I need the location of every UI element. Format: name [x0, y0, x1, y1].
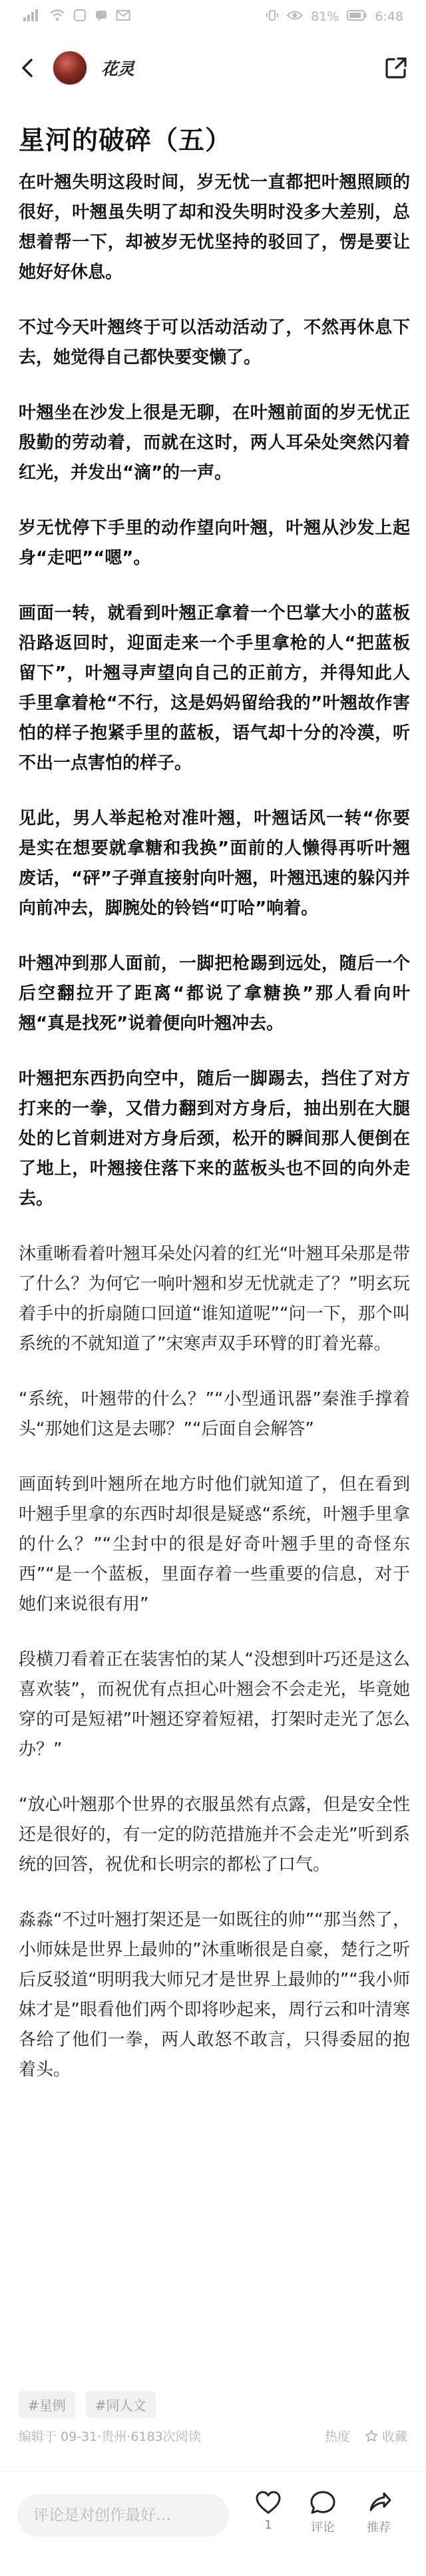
share-icon: [383, 55, 409, 81]
eye-icon: [287, 9, 303, 25]
back-button[interactable]: [15, 55, 41, 81]
paragraph: 淼淼“不过叶翘打架还是一如既往的帅”“那当然了，小师妹是世界上最帅的”沐重晰很是自豪，楚行之听后反驳道“明明我大师兄才是世界上最帅的”“我小师妹才是”眼看他们两个即将吵起来，周行云和叶清寒各给了他们一拳，两人敢怒不敢言，只得委屈的抱着头。: [19, 1910, 410, 2080]
star-icon: [365, 2429, 378, 2443]
mail-icon: [116, 9, 130, 25]
signal-icon: [23, 9, 41, 25]
paragraph: 沐重晰看着叶翘耳朵处闪着的红光“叶翘耳朵那是带了什么？为何它一响叶翘和岁无忧就走了？”明玄玩着手中的折扇随口回道“谁知道呢”“问一下，那个叫系统的不就知道了”宋寒声双手环臂的盯着光幕。: [19, 1244, 410, 1354]
comment-button[interactable]: [293, 2490, 353, 2535]
comment-input[interactable]: [17, 2494, 229, 2537]
clock: 6:48: [375, 9, 403, 24]
paragraph: 不过今天叶翘终于可以活动活动了，不然再休息下去，她觉得自己都快要变懒了。: [19, 318, 410, 368]
top-bar: [0, 41, 426, 95]
recommend-label: 推荐: [367, 2521, 391, 2535]
comment-label: 评论: [311, 2521, 335, 2535]
battery-icon: [347, 9, 367, 24]
status-bar: [0, 0, 426, 33]
bottom-bar: [0, 2471, 426, 2576]
edit-info: 编辑于 09-31·贵州·6183次阅读: [19, 2429, 201, 2444]
recommend-button[interactable]: [349, 2490, 409, 2535]
status-right: [266, 9, 403, 25]
like-count: 1: [264, 2518, 272, 2532]
share-button[interactable]: [381, 53, 411, 83]
paragraph: 叶翘冲到那人面前，一脚把枪踢到远处，随后一个后空翻拉开了距离“都说了拿糖换”那人看向叶翘“真是找死”说着便向叶翘冲去。: [19, 954, 410, 1034]
paragraph: 见此，男人举起枪对准叶翘，叶翘话风一转“你要是实在想要就拿糖和我换”面前的人懒得再听叶翘废话，“砰”子弹直接射向叶翘，叶翘迅速的躲闪并向前冲去，脚腕处的铃铛“叮哈”响着。: [19, 808, 410, 918]
heart-icon: [255, 2490, 282, 2515]
article-title: 星河的破碎（五）: [19, 126, 232, 156]
article-body: [19, 168, 410, 2110]
recommend-icon: [365, 2490, 392, 2515]
vibrate-icon: [266, 9, 279, 25]
app-icon: [73, 9, 87, 25]
message-icon: [95, 9, 108, 25]
battery-text: 81%: [311, 9, 339, 24]
post-meta: [19, 2427, 407, 2445]
hot-label: 热度: [324, 2429, 350, 2444]
like-button[interactable]: [238, 2490, 298, 2532]
tag-list: [19, 2391, 156, 2418]
author-avatar[interactable]: [52, 50, 88, 86]
paragraph: 段横刀看着正在装害怕的某人“没想到叶巧还是这么喜欢装”，而祝优有点担心叶翘会不会走光，毕竟她穿的可是短裙”叶翘还穿着短裙，打架时走光了怎么办？”: [19, 1650, 410, 1760]
comment-bubble-icon: [310, 2490, 336, 2515]
meta-actions: [325, 2427, 407, 2445]
paragraph: 岁无忧停下手里的动作望向叶翘，叶翘从沙发上起身“走吧”“嗯”。: [19, 518, 410, 568]
wifi-icon: [49, 9, 65, 25]
chevron-left-icon: [19, 58, 37, 78]
paragraph: 叶翘把东西扔向空中，随后一脚踢去，挡住了对方打来的一拳，又借力翻到对方身后，抽出别在大腿处的匕首刺进对方身后颈，松开的瞬间那人便倒在了地上，叶翘接住落下来的蓝板头也不回的向外走去。: [19, 1069, 410, 1209]
paragraph: 画面一转，就看到叶翘正拿着一个巴掌大小的蓝板沿路返回时，迎面走来一个手里拿枪的人“把蓝板留下”，叶翘寻声望向自己的正前方，并得知此人手里拿着枪“不行，这是妈妈留给我的”叶翘故作害怕的样子抱紧手里的蓝板，语气却十分的冷漠，听不出一点害怕的样子。: [19, 603, 410, 773]
tag[interactable]: #同人文: [86, 2391, 156, 2418]
paragraph: “放心叶翘那个世界的衣服虽然有点露，但是安全性还是很好的，有一定的防范措施并不会走光”听到系统的回答，祝优和长明宗的都松了口气。: [19, 1795, 410, 1875]
paragraph: 在叶翘失明这段时间，岁无忧一直都把叶翘照顾的很好，叶翘虽失明了却和没失明时没多大差别，总想着帮一下，却被岁无忧坚持的驳回了，愣是要让她好好休息。: [19, 172, 410, 282]
paragraph: 画面转到叶翘所在地方时他们就知道了，但在看到叶翘手里拿的东西时却很是疑惑“系统，叶翘手里拿的什么？”“尘封中的很是好奇叶翘手里的奇怪东西”“是一个蓝板，里面存着一些重要的信息，对于她们来说很有用”: [19, 1474, 410, 1614]
tag[interactable]: #星例: [19, 2391, 75, 2418]
collect-label: 收藏: [381, 2429, 407, 2444]
paragraph: 叶翘坐在沙发上很是无聊，在叶翘前面的岁无忧正殷勤的劳动着，而就在这时，两人耳朵处突然闪着红光，并发出“滴”的一声。: [19, 403, 410, 483]
author-name[interactable]: 花灵: [101, 59, 135, 79]
collect-button[interactable]: [365, 2427, 407, 2445]
status-left: [23, 9, 130, 25]
paragraph: “系统，叶翘带的什么？”“小型通讯器”秦淮手撑着头“那她们这是去哪？”“后面自会解答”: [19, 1389, 410, 1439]
